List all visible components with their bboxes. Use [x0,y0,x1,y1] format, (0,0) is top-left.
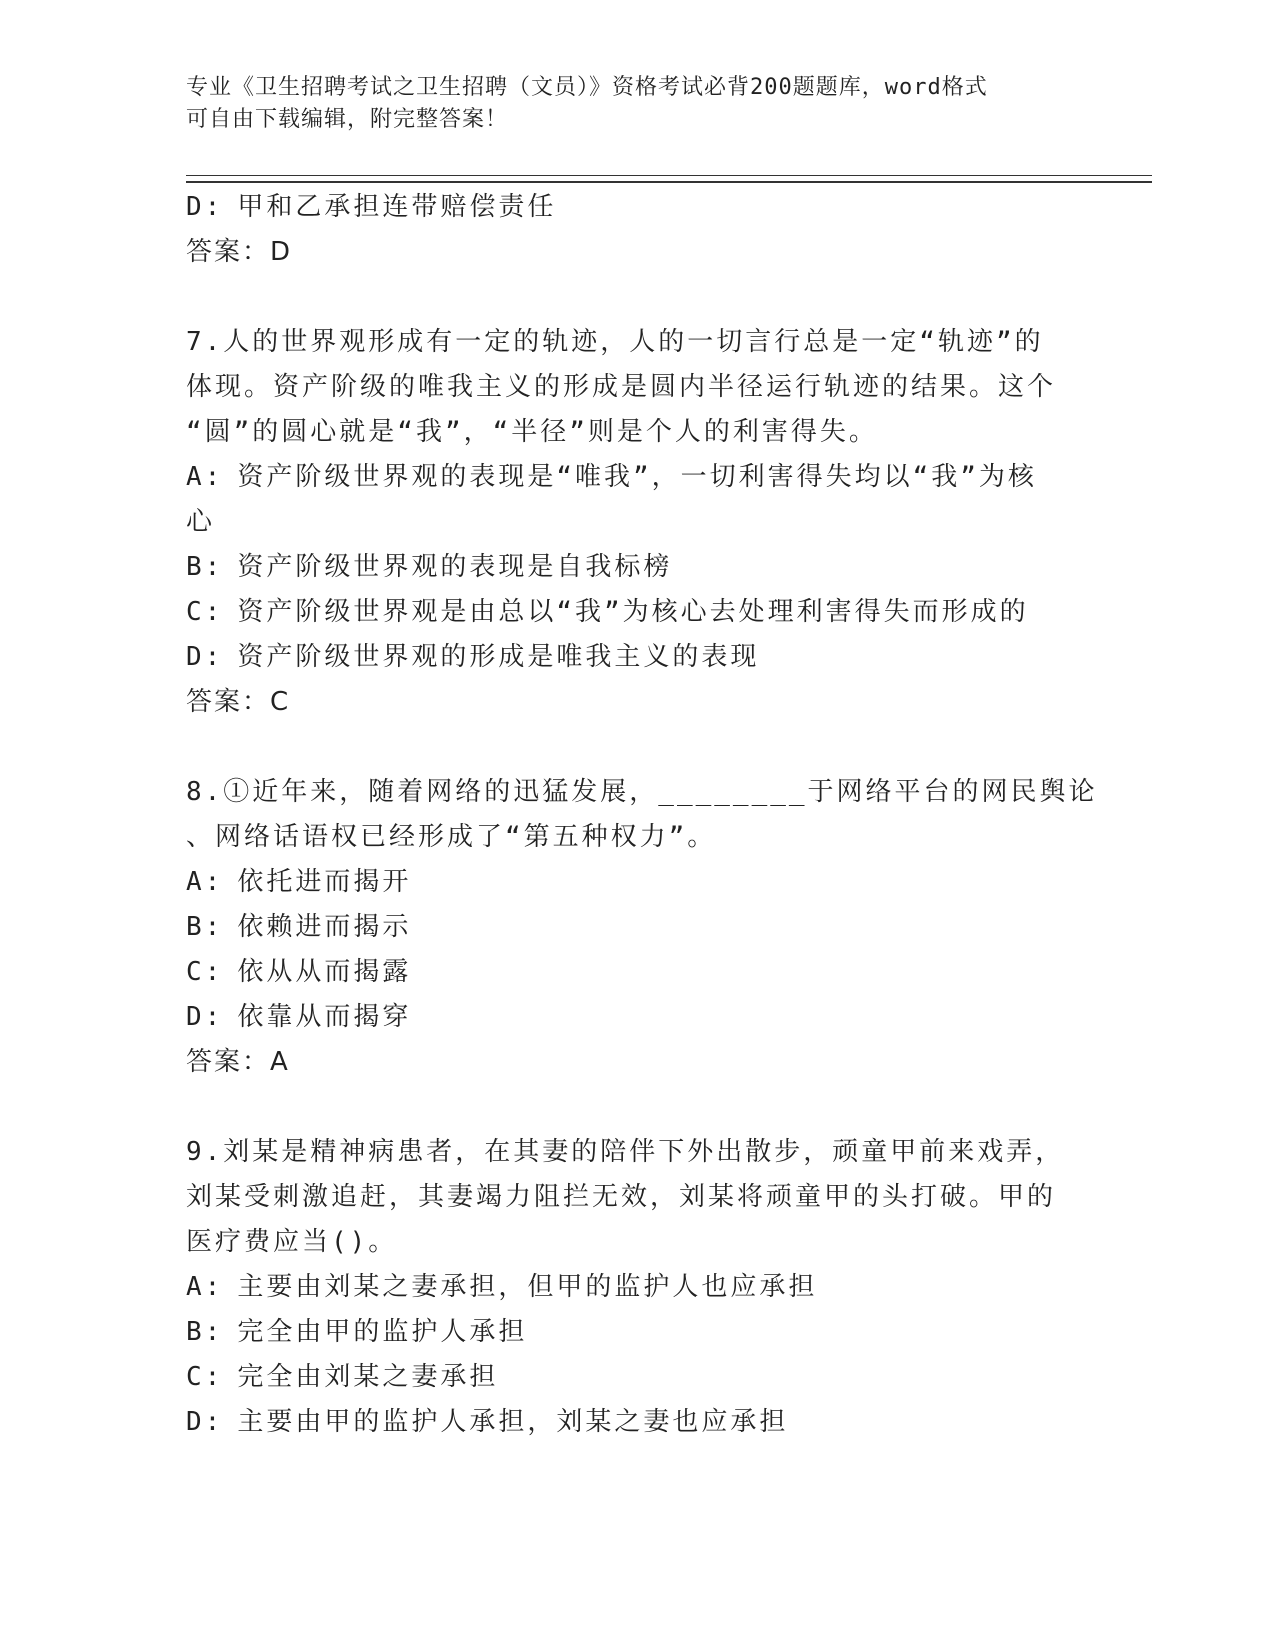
spacer [186,282,1086,327]
option-text: 依托进而揭开 [237,867,412,897]
spacer [186,732,1086,777]
question-7-option-c [186,597,1086,627]
question-7-stem [186,327,1086,447]
option-text: 主要由甲的监护人承担，刘某之妻也应承担 [237,1407,789,1437]
stem-line: 7.人的世界观形成有一定的轨迹，人的一切言行总是一定“轨迹”的 [186,327,1044,357]
question-9-option-b [186,1317,1086,1347]
option-text: 资产阶级世界观的表现是“唯我”，一切利害得失均以“我”为核 [237,462,1037,492]
document-body [186,192,1098,1452]
header-rule-thick [186,181,1152,183]
stem-line: 8.①近年来，随着网络的迅猛发展，________于网络平台的网民舆论 [186,777,1098,807]
header-line-2: 可自由下载编辑，附完整答案！ [186,107,509,132]
option-key: B: [186,912,224,942]
stem-line: 医疗费应当()。 [186,1227,398,1257]
option-key: C: [186,597,224,627]
question-8-option-d [186,1002,1086,1032]
question-7-option-a [186,462,1086,492]
question-8-option-b [186,912,1086,942]
question-9-option-c [186,1362,1086,1392]
option-key: D: [186,192,224,222]
option-text: 主要由刘某之妻承担，但甲的监护人也应承担 [237,1272,818,1302]
question-7-option-d [186,642,1086,672]
option-text: 依靠从而揭穿 [237,1002,412,1032]
option-text: 完全由甲的监护人承担 [237,1317,528,1347]
stem-line: “圆”的圆心就是“我”，“半径”则是个人的利害得失。 [186,417,878,447]
question-8-option-c [186,957,1086,987]
option-key: A: [186,867,224,897]
option-key: D: [186,642,224,672]
option-text: 依赖进而揭示 [237,912,412,942]
document-header [186,72,1066,136]
question-9-option-d [186,1407,1086,1437]
option-text: 资产阶级世界观的形成是唯我主义的表现 [237,642,760,672]
question-8-stem [186,777,1098,852]
option-text: 资产阶级世界观的表现是自我标榜 [237,552,673,582]
option-key: B: [186,1317,224,1347]
prev-answer: 答案：D [186,237,293,267]
option-text: 依从从而揭露 [237,957,412,987]
stem-line: 体现。资产阶级的唯我主义的形成是圆内半径运行轨迹的结果。这个 [186,372,1057,402]
stem-line: 9.刘某是精神病患者，在其妻的陪伴下外出散步，顽童甲前来戏弄， [186,1137,1065,1167]
stem-line: 、网络话语权已经形成了“第五种权力”。 [186,822,717,852]
option-text: 完全由刘某之妻承担 [237,1362,499,1392]
prev-option-d [186,192,1086,222]
option-key: A: [186,1272,224,1302]
option-key: D: [186,1002,224,1032]
question-8-option-a [186,867,1086,897]
question-9-option-a [186,1272,1086,1302]
question-7-option-b [186,552,1086,582]
option-key: C: [186,1362,224,1392]
option-key: B: [186,552,224,582]
question-9-stem [186,1137,1086,1257]
header-line-1: 专业《卫生招聘考试之卫生招聘（文员）》资格考试必背200题题库，word格式 [186,75,988,100]
header-rule-thin [186,175,1152,176]
question-7-answer: 答案：C [186,687,291,717]
option-key: D: [186,1407,224,1437]
question-8-answer: 答案：A [186,1047,290,1077]
option-text: 资产阶级世界观是由总以“我”为核心去处理利害得失而形成的 [237,597,1029,627]
option-key: C: [186,957,224,987]
option-text: 甲和乙承担连带赔偿责任 [237,192,557,222]
stem-line: 刘某受刺激追赶，其妻竭力阻拦无效，刘某将顽童甲的头打破。甲的 [186,1182,1057,1212]
question-7-option-a-continued: 心 [186,507,216,537]
option-key: A: [186,462,224,492]
spacer [186,1092,1086,1137]
